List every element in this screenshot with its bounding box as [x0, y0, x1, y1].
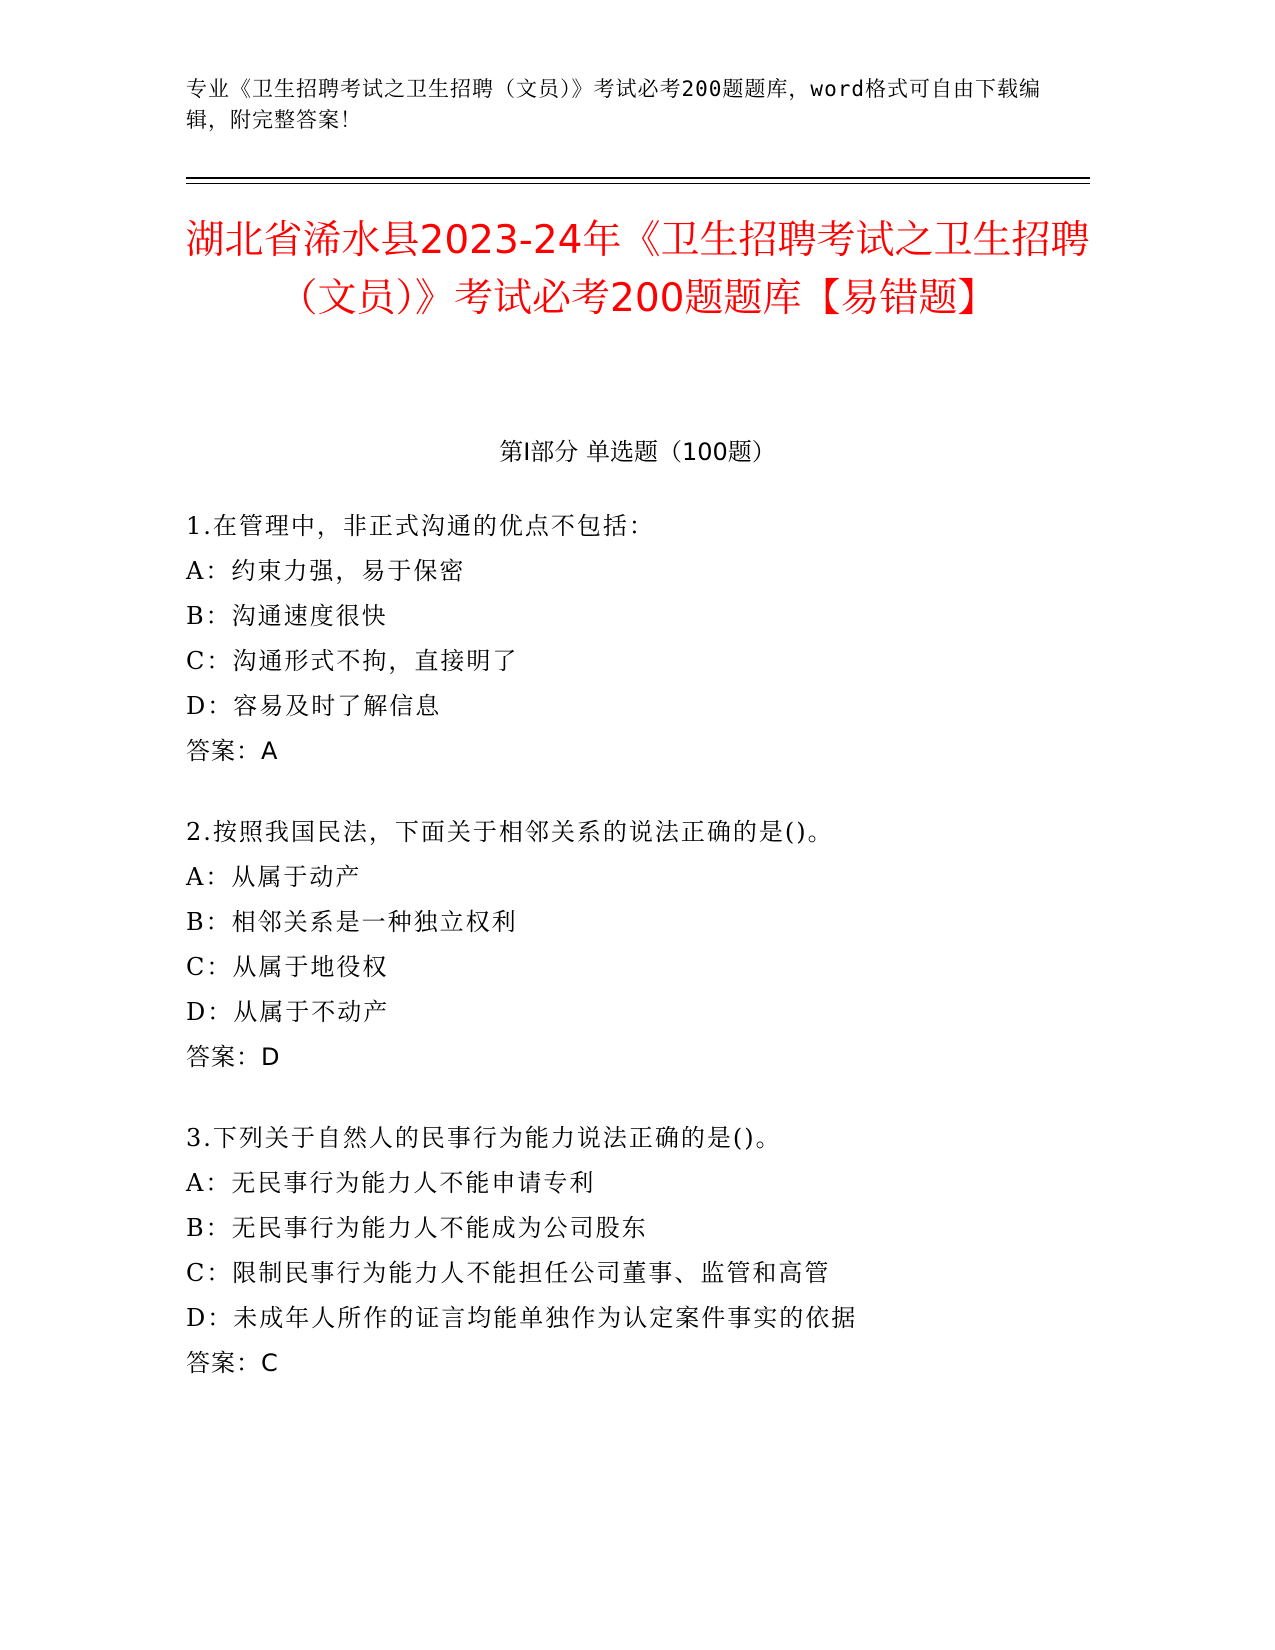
header-divider-thin — [186, 183, 1090, 184]
option-a: A：从属于动产 — [186, 863, 362, 891]
question-block — [186, 810, 1086, 1080]
answer-line: 答案：D — [186, 1043, 281, 1071]
option-d: D：容易及时了解信息 — [186, 692, 442, 720]
question-stem: 1.在管理中，非正式沟通的优点不包括： — [186, 512, 655, 540]
option-c: C：从属于地役权 — [186, 953, 389, 981]
option-c: C：限制民事行为能力人不能担任公司董事、监管和高管 — [186, 1259, 831, 1287]
answer-line: 答案：C — [186, 1349, 279, 1377]
question-stem: 2.按照我国民法，下面关于相邻关系的说法正确的是()。 — [186, 818, 834, 846]
option-b: B：相邻关系是一种独立权利 — [186, 908, 518, 936]
option-a: A：无民事行为能力人不能申请专利 — [186, 1169, 596, 1197]
option-a: A：约束力强，易于保密 — [186, 557, 466, 585]
option-b: B：无民事行为能力人不能成为公司股东 — [186, 1214, 648, 1242]
document-title: 湖北省浠水县2023-24年《卫生招聘考试之卫生招聘（文员）》考试必考200题题库【易错题】 — [185, 218, 1090, 321]
header-divider-thick — [186, 177, 1090, 179]
header-note: 专业《卫生招聘考试之卫生招聘（文员）》考试必考200题题库，word格式可自由下载编辑，附完整答案！ — [186, 77, 1041, 132]
option-d: D：未成年人所作的证言均能单独作为认定案件事实的依据 — [186, 1304, 858, 1332]
option-c: C：沟通形式不拘，直接明了 — [186, 647, 519, 675]
option-d: D：从属于不动产 — [186, 998, 390, 1026]
section-heading: 第Ⅰ部分 单选题（100题） — [499, 438, 776, 466]
option-b: B：沟通速度很快 — [186, 602, 388, 630]
question-block — [186, 1116, 1086, 1386]
answer-line: 答案：A — [186, 737, 279, 765]
question-block — [186, 504, 1086, 774]
question-stem: 3.下列关于自然人的民事行为能力说法正确的是()。 — [186, 1124, 782, 1152]
